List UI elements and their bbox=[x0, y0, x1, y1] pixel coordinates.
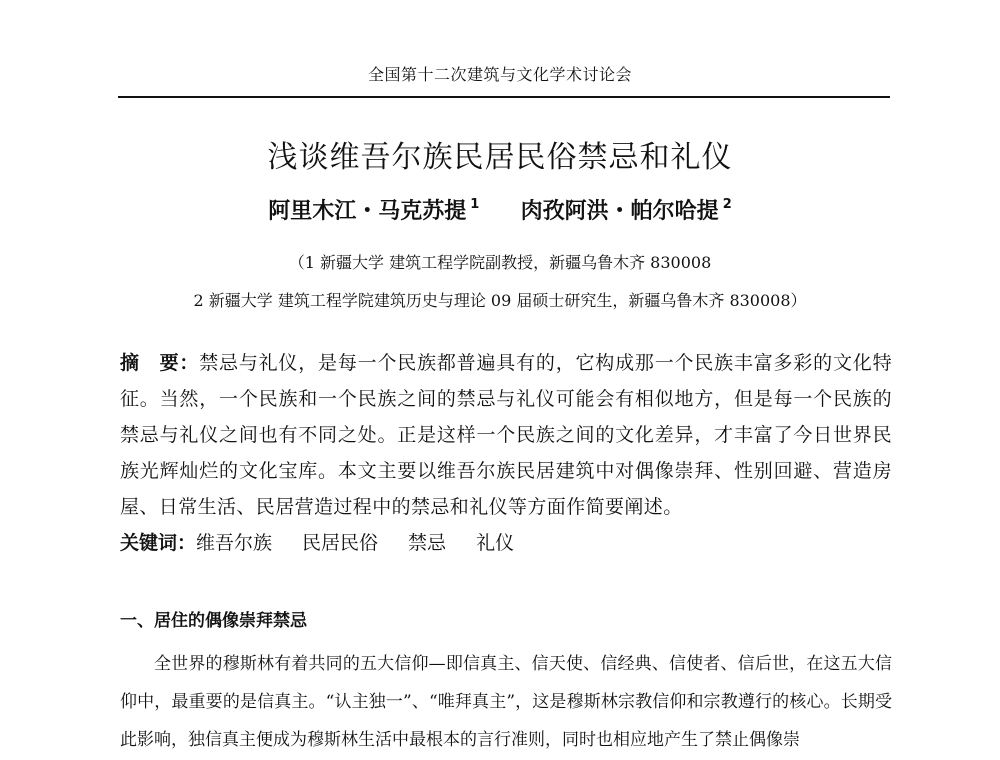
abstract bbox=[120, 345, 892, 525]
author-line bbox=[0, 194, 1000, 225]
affiliation-1: （1 新疆大学 建筑工程学院副教授，新疆乌鲁木齐 830008 bbox=[288, 253, 712, 272]
running-header: 全国第十二次建筑与文化学术讨论会 bbox=[367, 65, 632, 84]
author-name-1: 阿里木江・马克苏提 bbox=[268, 199, 467, 224]
keywords bbox=[120, 525, 892, 561]
author-affiliation-mark-2: 2 bbox=[722, 197, 732, 212]
keyword-2: 民居民俗 bbox=[302, 532, 379, 554]
keyword-3: 禁忌 bbox=[408, 532, 447, 554]
abstract-text: 禁忌与礼仪，是每一个民族都普遍具有的，它构成那一个民族丰富多彩的文化特征。当然，一个民族和一个民族之间的禁忌与礼仪可能会有相似地方，但是每一个民族的禁忌与礼仪之间也有不同之处。正是这样一个民族之间的文化差异，才丰富了今日世界民族光辉灿烂的文化宝库。本文主要以维吾尔族民居建筑中对偶像崇拜、性别回避、营造房屋、日常生活、民居营造过程中的禁忌和礼仪等方面作简要阐述。 bbox=[120, 352, 892, 518]
author-name-2: 肉孜阿洪・帕尔哈提 bbox=[520, 199, 719, 224]
abstract-label: 摘 要： bbox=[120, 352, 200, 374]
header-rule bbox=[118, 96, 890, 98]
keyword-1: 维吾尔族 bbox=[196, 532, 273, 554]
affiliation-2: 2 新疆大学 建筑工程学院建筑历史与理论 09 届硕士研究生，新疆乌鲁木齐 830008） bbox=[193, 291, 807, 310]
section-heading: 一、居住的偶像崇拜禁忌 bbox=[120, 611, 307, 631]
author-affiliation-mark-1: 1 bbox=[470, 197, 480, 212]
body-paragraph: 全世界的穆斯林有着共同的五大信仰—即信真主、信天使、信经典、信使者、信后世，在这五大信仰中，最重要的是信真主。“认主独一”、“唯拜真主”，这是穆斯林宗教信仰和宗教遵行的核心。长期受此影响，独信真主便成为穆斯林生活中最根本的言行准则，同时也相应地产生了禁止偶像崇 bbox=[120, 654, 892, 750]
paper-title: 浅谈维吾尔族民居民俗禁忌和礼仪 bbox=[267, 140, 733, 175]
keyword-4: 礼仪 bbox=[476, 532, 515, 554]
keywords-label: 关键词： bbox=[120, 532, 197, 554]
